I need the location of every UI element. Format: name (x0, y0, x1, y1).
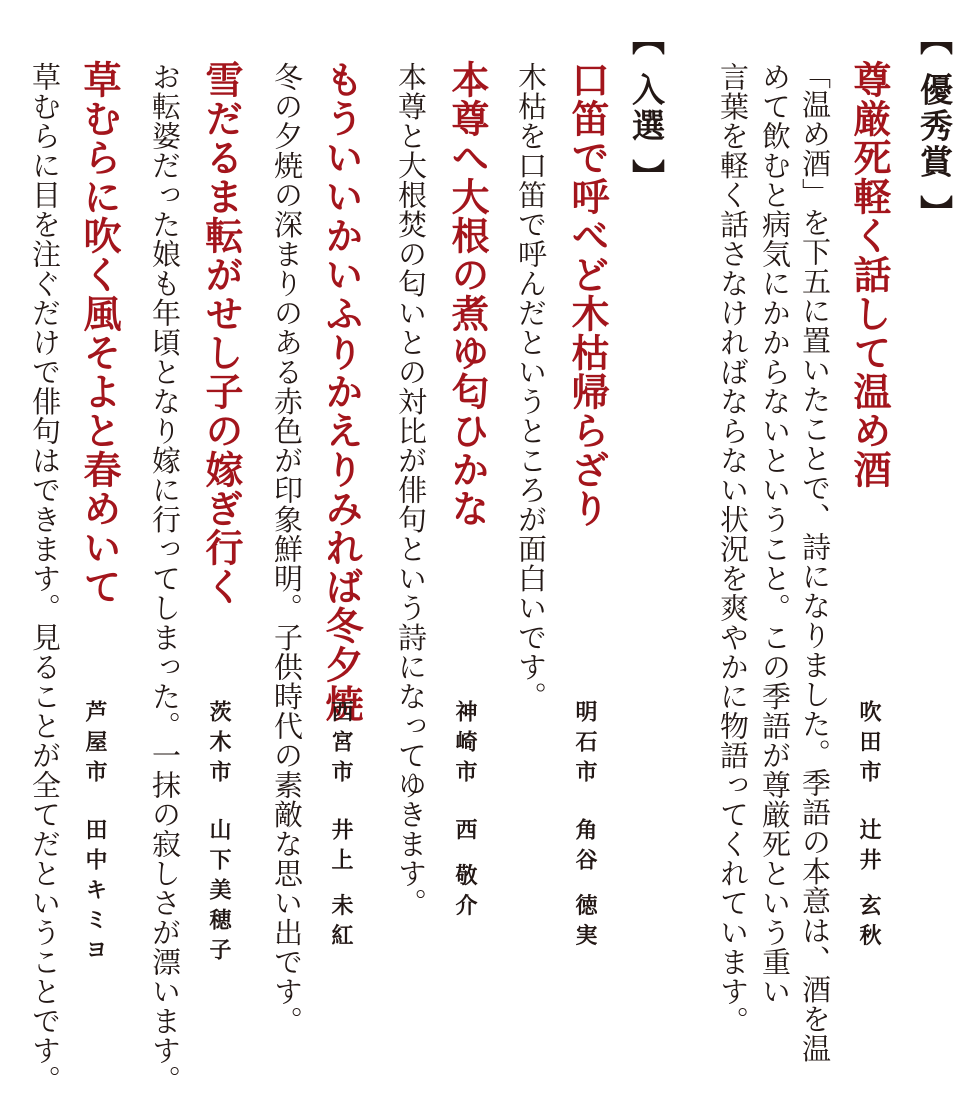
comment-line: 冬の夕焼の深まりのある赤色が印象鮮明。子供時代の素敵な思い出です。 (270, 62, 304, 1036)
haiku-selected: 口笛で呼べど木枯帰らざり (565, 60, 610, 528)
author-name: 辻井 玄秋 (856, 818, 882, 954)
haiku-selected: 雪だるま転がせし子の嫁ぎ行く (199, 60, 244, 606)
author-selected (574, 700, 596, 954)
author-selected (454, 700, 476, 924)
author-name: 山下美穂子 (206, 818, 232, 968)
comment-line: めて飲むと病気にかからないということ。この季語が尊厳死という重い (758, 62, 792, 1006)
author-city: 芦屋市 (82, 700, 108, 790)
author-name: 田中キミヨ (82, 818, 108, 968)
comment-line: 「温め酒」を下五に置いたことで、詩になりました。季語の本意は、酒を温 (798, 60, 832, 1063)
comment-line: 言葉を軽く話さなければならない状況を爽やかに物語ってくれています。 (716, 62, 750, 1036)
author-city: 神崎市 (452, 700, 478, 790)
section-heading-selected: 【 入選 】 (627, 22, 666, 195)
author-selected (84, 700, 106, 968)
author-city: 西宮市 (328, 700, 354, 790)
author-selected (330, 700, 352, 954)
author-name: 角谷 徳実 (572, 818, 598, 954)
section-heading-excellent: 【 優秀賞 】 (915, 22, 954, 231)
haiku-excellent: 尊厳死軽く話して温め酒 (847, 60, 892, 489)
haiku-selected: もういいかいふりかえりみれば冬夕焼 (319, 60, 364, 723)
author-name: 井上 未紅 (328, 818, 354, 954)
author-selected (208, 700, 230, 968)
comment-line: 本尊と大根焚の匂いとの対比が俳句という詩になってゆきます。 (394, 62, 428, 918)
author-city: 吹田市 (856, 700, 882, 790)
author-city: 明石市 (572, 700, 598, 790)
haiku-selected: 草むらに吹く風そよと春めいて (77, 60, 122, 606)
comment-line: お転婆だった娘も年頃となり嫁に行ってしまった。一抹の寂しさが漂います。 (148, 62, 182, 1095)
haiku-selected: 本尊へ大根の煮ゆ匂ひかな (445, 60, 490, 528)
author-name: 西 敬介 (452, 818, 478, 924)
author-excellent (858, 700, 880, 954)
author-city: 茨木市 (206, 700, 232, 790)
comment-line: 草むらに目を注ぐだけで俳句はできます。見ることが全てだということです。 (28, 62, 62, 1095)
comment-line: 木枯を口笛で呼んだというところが面白いです。 (514, 62, 548, 711)
